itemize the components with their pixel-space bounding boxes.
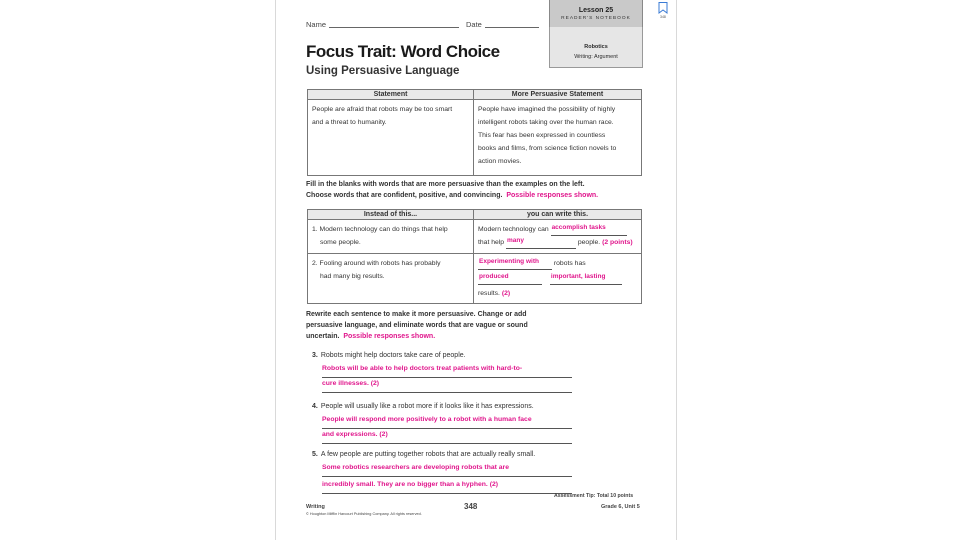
possible-responses-note: Possible responses shown. xyxy=(506,192,599,199)
instruction-line: persuasive language, and eliminate words that are vague or sound xyxy=(306,322,528,329)
selection-info-box xyxy=(549,27,643,68)
instructions-rewrite xyxy=(306,309,646,342)
page-title: Focus Trait: Word Choice xyxy=(306,42,500,61)
question-3 xyxy=(312,352,642,359)
instructions-fill-blanks xyxy=(306,179,646,201)
page-subtitle: Using Persuasive Language xyxy=(306,65,460,77)
answer-text: many xyxy=(506,237,524,244)
statement-cell xyxy=(308,100,474,176)
answer-text: produced xyxy=(479,273,509,280)
text-line: action movies. xyxy=(478,158,522,165)
instruction-line: Fill in the blanks with words that are more persuasive than the examples on the left. xyxy=(306,181,585,188)
text-fragment: results. xyxy=(478,290,500,297)
question-number: 4. xyxy=(312,403,318,410)
answer-line[interactable]: cure illnesses. (2) xyxy=(322,379,572,393)
answer-line[interactable]: and expressions. (2) xyxy=(322,430,572,444)
text-line: People have imagined the possibility of highly xyxy=(478,106,616,113)
lesson-badge xyxy=(549,0,643,28)
answer-line[interactable]: incredibly small. They are no bigger than a hyphen. (2) xyxy=(322,480,572,494)
text-line: some people. xyxy=(320,239,361,246)
text-line: intelligent robots taking over the human race. xyxy=(478,119,614,126)
blank-field[interactable] xyxy=(551,226,627,236)
name-label: Name xyxy=(306,20,327,29)
selection-title: Robotics xyxy=(584,44,608,50)
instruction-line: Choose words that are confident, positive, and convincing. xyxy=(306,192,503,199)
blank-field[interactable] xyxy=(550,275,622,285)
text-line: This fear has been expressed in countless xyxy=(478,132,606,139)
table-header: More Persuasive Statement xyxy=(474,90,642,100)
blank-field[interactable] xyxy=(506,239,576,249)
table-header: Statement xyxy=(308,90,474,100)
text-line: 2. Fooling around with robots has probably xyxy=(312,260,441,267)
blank-field[interactable] xyxy=(478,260,552,270)
answer-line[interactable]: Some robotics researchers are developing robots that are xyxy=(322,463,572,477)
statement-table xyxy=(307,89,642,176)
notebook-label: READER'S NOTEBOOK xyxy=(561,16,631,21)
answer-text: accomplish tasks xyxy=(551,224,606,231)
instruction-line: Rewrite each sentence to make it more persuasive. Change or add xyxy=(306,311,527,318)
date-label: Date xyxy=(466,20,482,29)
question-text: People will usually like a robot more if it looks like it has expressions. xyxy=(320,403,534,410)
question-5 xyxy=(312,451,642,458)
possible-responses-note: Possible responses shown. xyxy=(343,333,436,340)
text-fragment: that help xyxy=(478,239,505,246)
date-line xyxy=(485,27,539,28)
answer-text: important, lasting xyxy=(550,273,606,280)
points: (2) xyxy=(501,290,511,297)
page-number: 348 xyxy=(464,502,478,511)
lesson-number: Lesson 25 xyxy=(578,7,614,14)
name-line xyxy=(329,27,459,28)
text-fragment: people. xyxy=(577,239,601,246)
question-number: 5. xyxy=(312,451,318,458)
text-line: had many big results. xyxy=(320,273,385,280)
worksheet-page xyxy=(275,0,677,540)
text-line: People are afraid that robots may be too smart xyxy=(312,106,453,113)
table-header: Instead of this... xyxy=(308,210,474,220)
answer-line[interactable]: People will respond more positively to a robot with a human face xyxy=(322,415,572,429)
text-fragment: Modern technology can xyxy=(478,226,549,233)
footer-copyright: © Houghton Mifflin Harcourt Publishing Company. All rights reserved. xyxy=(306,512,422,516)
persuasive-cell xyxy=(474,100,642,176)
answer-text: Experimenting with xyxy=(479,258,539,265)
footer-section: Writing xyxy=(306,504,325,510)
question-text: Robots might help doctors take care of people. xyxy=(320,352,466,359)
text-line: 1. Modern technology can do things that help xyxy=(312,226,448,233)
bookmark-icon[interactable] xyxy=(658,2,668,14)
assessment-tip: Assessment Tip: Total 10 points xyxy=(554,493,634,499)
question-number: 3. xyxy=(312,352,318,359)
answer-cell xyxy=(474,254,642,304)
instruction-line: uncertain. xyxy=(306,333,340,340)
instead-cell xyxy=(308,254,474,304)
points: (2 points) xyxy=(602,239,633,246)
text-line: and a threat to humanity. xyxy=(312,119,387,126)
question-text: A few people are putting together robots that are actually really small. xyxy=(320,451,536,458)
blank-field[interactable] xyxy=(478,275,542,285)
table-header: you can write this. xyxy=(474,210,642,220)
answer-cell xyxy=(474,220,642,254)
text-fragment: robots has xyxy=(553,260,586,267)
instead-cell xyxy=(308,220,474,254)
footer-grade: Grade 6, Unit 5 xyxy=(601,504,640,510)
answer-line[interactable]: Robots will be able to help doctors treat patients with hard-to- xyxy=(322,364,572,378)
rewrite-table xyxy=(307,209,642,304)
question-4 xyxy=(312,403,642,410)
text-line: books and films, from science fiction novels to xyxy=(478,145,617,152)
writing-type: Writing: Argument xyxy=(574,54,618,60)
viewer-page-number: 348 xyxy=(660,15,666,19)
